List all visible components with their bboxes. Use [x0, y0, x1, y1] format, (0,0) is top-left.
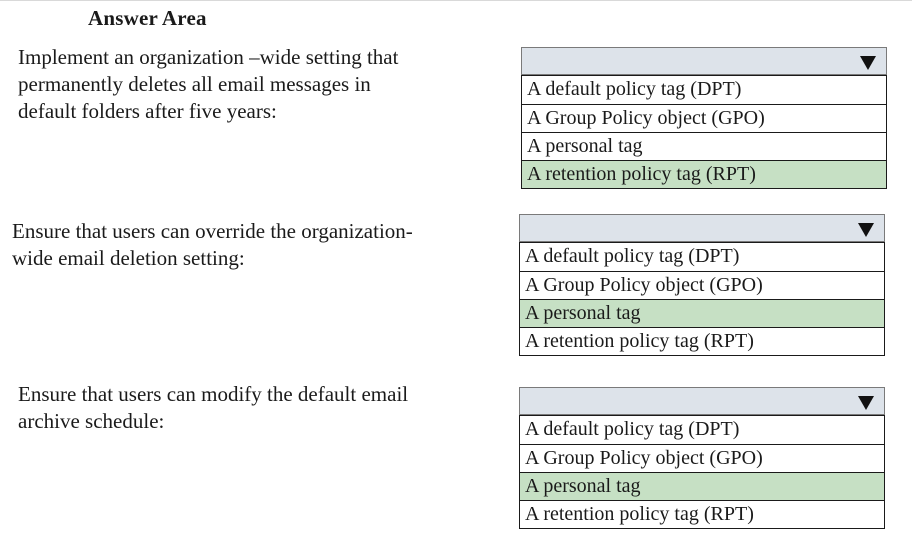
- question-3-options-list: [519, 415, 885, 529]
- question-1-dropdown[interactable]: [521, 47, 887, 189]
- question-2-option-personal-tag[interactable]: A personal tag: [520, 299, 884, 327]
- question-2-option-gpo[interactable]: A Group Policy object (GPO): [520, 271, 884, 299]
- question-2-options-list: [519, 242, 885, 356]
- question-1-option-personal-tag[interactable]: A personal tag: [522, 132, 886, 160]
- question-3-option-dpt[interactable]: A default policy tag (DPT): [520, 416, 884, 444]
- question-2-option-rpt[interactable]: A retention policy tag (RPT): [520, 327, 884, 355]
- answer-area-heading: Answer Area: [88, 6, 207, 30]
- question-3-option-gpo[interactable]: A Group Policy object (GPO): [520, 444, 884, 472]
- chevron-down-icon[interactable]: [858, 396, 874, 410]
- question-2-dropdown[interactable]: [519, 214, 885, 356]
- question-2-option-dpt[interactable]: A default policy tag (DPT): [520, 243, 884, 271]
- chevron-down-icon[interactable]: [858, 223, 874, 237]
- question-1-prompt: Implement an organization –wide setting that permanently deletes all email messages in default folders after five years:: [18, 45, 399, 123]
- question-3-prompt: Ensure that users can modify the default email archive schedule:: [18, 382, 409, 433]
- question-3-option-rpt[interactable]: A retention policy tag (RPT): [520, 500, 884, 528]
- question-1-option-gpo[interactable]: A Group Policy object (GPO): [522, 104, 886, 132]
- question-3-dropdown-header[interactable]: [519, 387, 885, 415]
- question-3-dropdown[interactable]: [519, 387, 885, 529]
- question-2-prompt: Ensure that users can override the organization- wide email deletion setting:: [12, 219, 413, 270]
- top-divider: [0, 0, 912, 1]
- question-2-dropdown-header[interactable]: [519, 214, 885, 242]
- question-3-option-personal-tag[interactable]: A personal tag: [520, 472, 884, 500]
- question-1-option-rpt[interactable]: A retention policy tag (RPT): [522, 160, 886, 188]
- chevron-down-icon[interactable]: [860, 56, 876, 70]
- question-1-options-list: [521, 75, 887, 189]
- question-1-option-dpt[interactable]: A default policy tag (DPT): [522, 76, 886, 104]
- question-1-dropdown-header[interactable]: [521, 47, 887, 75]
